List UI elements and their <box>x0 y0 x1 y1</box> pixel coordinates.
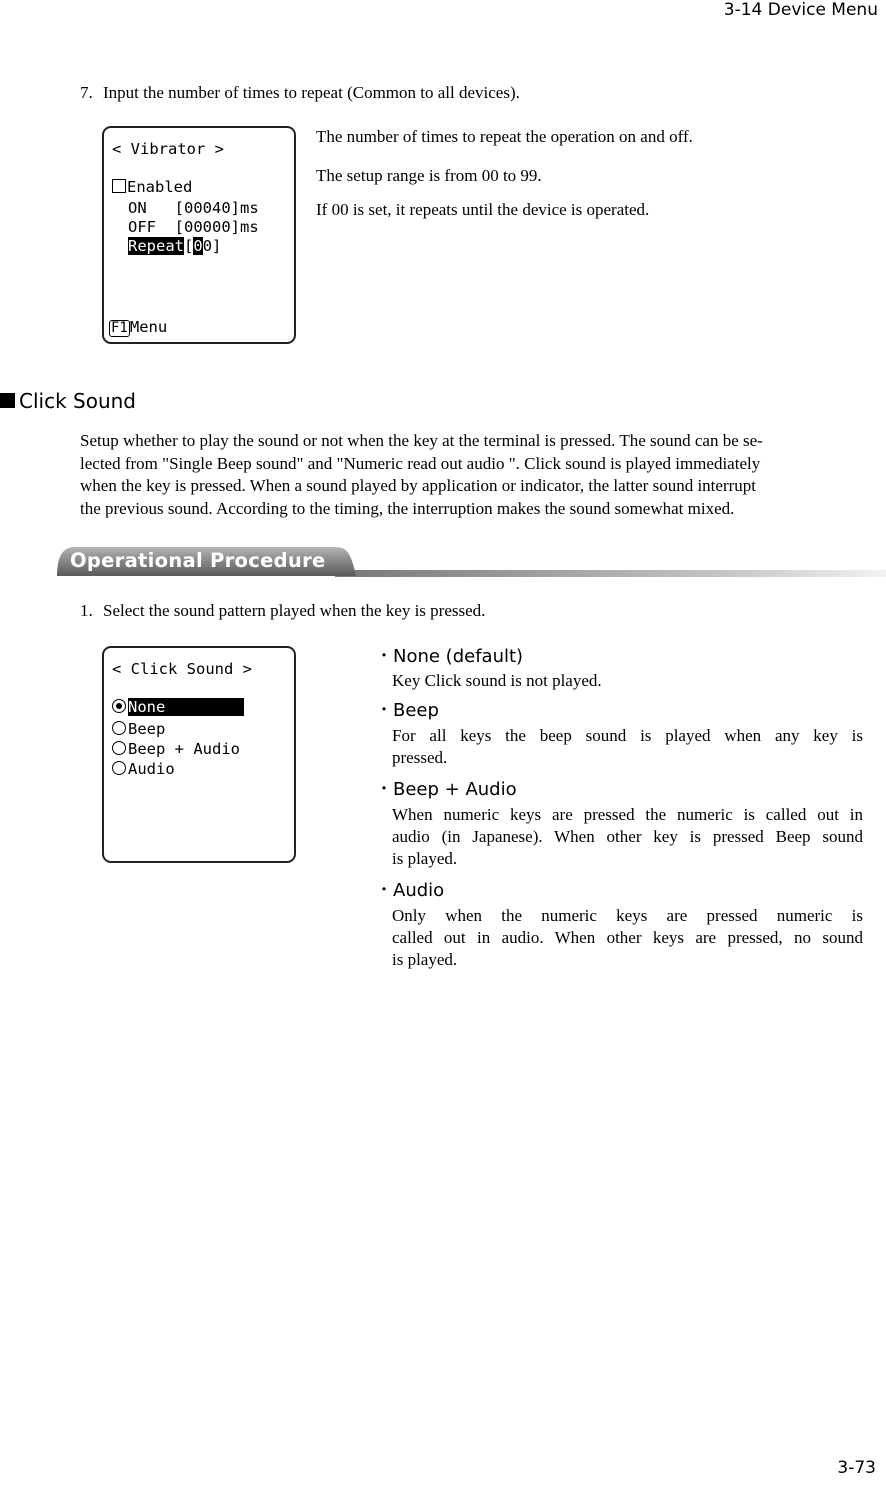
on-value[interactable]: [00040]ms <box>174 199 259 217</box>
repeat-cursor[interactable]: 0 <box>193 237 203 255</box>
checkbox-icon[interactable] <box>112 179 126 193</box>
on-time-row[interactable] <box>128 199 259 217</box>
option-desc-beep-body: For all keys the beep sound is played when any key is pressed. <box>392 726 863 767</box>
step-7-number: 7. <box>80 83 93 102</box>
repeat-open-bracket: [ <box>184 237 194 255</box>
repeat-rest: 0] <box>202 237 222 255</box>
option-audio[interactable]: Audio <box>112 760 175 778</box>
repeat-desc-1: The number of times to repeat the operation on and off. <box>316 127 693 146</box>
off-value[interactable]: [00000]ms <box>174 218 259 236</box>
square-bullet-icon <box>0 393 15 408</box>
option-beep-audio[interactable]: Beep + Audio <box>112 740 240 758</box>
option-desc-beep-title: ・Beep <box>375 700 439 721</box>
option-beep[interactable]: Beep <box>112 720 165 738</box>
radio-icon[interactable] <box>112 741 126 755</box>
section-title-click-sound: Click Sound <box>0 389 136 413</box>
off-time-row[interactable] <box>128 218 259 236</box>
option-desc-beep-audio-title: ・Beep + Audio <box>375 779 517 800</box>
option-desc-beep-audio-body: When numeric keys are pressed the numeric is called out in audio (in Japanese). When other key is pressed Beep sound is played. <box>392 805 863 868</box>
vibrator-screen-title: < Vibrator > <box>112 140 224 158</box>
option-none[interactable]: None <box>112 698 244 716</box>
procedure-banner-label: Operational Procedure <box>70 549 326 572</box>
page-number: 3-73 <box>837 1458 876 1478</box>
click-sound-screen <box>102 646 296 863</box>
step-1 <box>80 601 485 621</box>
off-label: OFF <box>128 218 156 236</box>
repeat-row[interactable] <box>128 237 221 255</box>
click-sound-paragraph: Setup whether to play the sound or not when the key at the terminal is pressed. The sound can be se- lected from "Single Beep sound" and "Numeric read out audio ". Click sound is played immediately when the key is pressed. When a sound played by application or indicator, the latter sound interrupt the previous sound. According to the timing, the interruption makes the sound somewhat mixed. <box>80 431 763 518</box>
radio-selected-icon[interactable] <box>112 699 126 713</box>
radio-icon[interactable] <box>112 721 126 735</box>
vibrator-screen <box>102 126 296 344</box>
enabled-label: Enabled <box>127 178 193 196</box>
option-desc-none-title: ・None (default) <box>375 646 524 667</box>
step-7-text: Input the number of times to repeat (Common to all devices). <box>103 83 520 102</box>
repeat-desc-3: If 00 is set, it repeats until the device is operated. <box>316 200 650 219</box>
option-desc-audio-body: Only when the numeric keys are pressed numeric is called out in audio. When other keys are pressed, no sound is played. <box>392 906 863 969</box>
step-7 <box>80 83 520 103</box>
f1-menu[interactable] <box>109 318 167 337</box>
f1-key-icon[interactable]: F1 <box>111 320 128 336</box>
option-desc-none-body: Key Click sound is not played. <box>392 671 602 690</box>
repeat-label: Repeat <box>128 237 184 255</box>
page-header: 3-14 Device Menu <box>723 0 878 20</box>
click-sound-screen-title: < Click Sound > <box>112 660 252 678</box>
enabled-checkbox-row[interactable] <box>112 178 192 196</box>
radio-icon[interactable] <box>112 761 126 775</box>
step-1-number: 1. <box>80 601 93 620</box>
option-desc-audio-title: ・Audio <box>375 880 445 901</box>
menu-label: Menu <box>129 318 168 336</box>
step-1-text: Select the sound pattern played when the key is pressed. <box>103 601 486 620</box>
repeat-desc-2: The setup range is from 00 to 99. <box>316 166 542 185</box>
on-label: ON <box>128 199 147 217</box>
